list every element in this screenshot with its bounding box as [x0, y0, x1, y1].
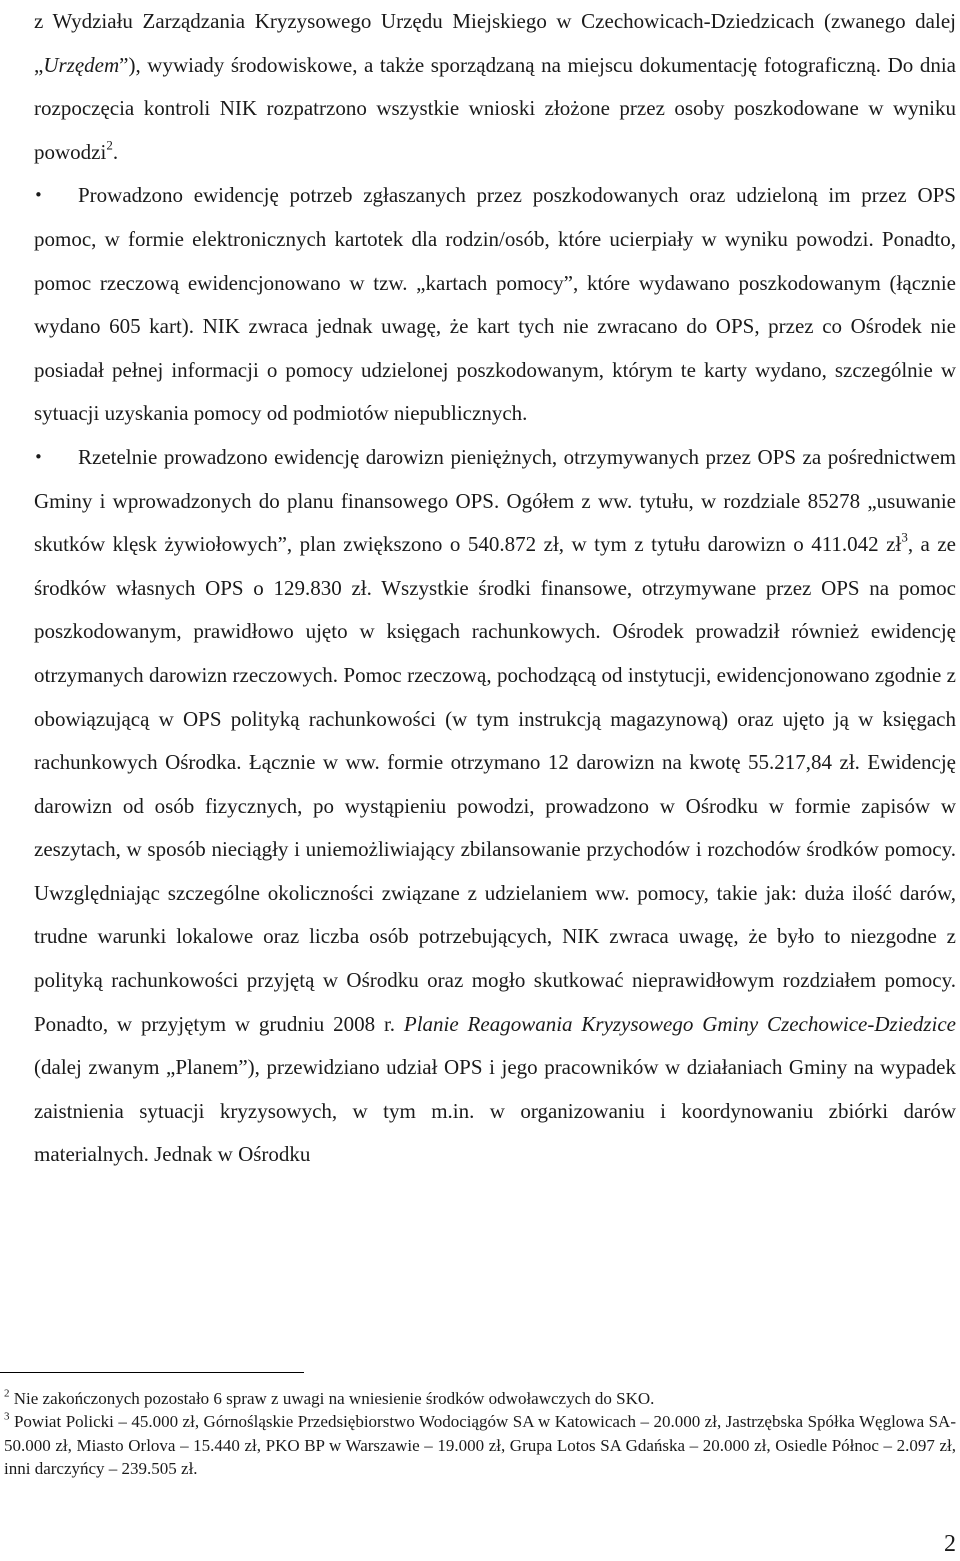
footnote-separator — [0, 1372, 304, 1373]
bullet-paragraph-records — [34, 174, 956, 436]
footnote-mark-2: 2 — [4, 1387, 10, 1400]
bullet-paragraph-donations — [34, 436, 956, 1177]
bullet-donations-text-a: Rzetelnie prowadzono ewidencję darowizn pieniężnych, otrzymywanych przez OPS za pośrednictwem Gminy i wprowadzonych do planu finansowego OPS. Ogółem z ww. tytułu, w rozdziale 85278 „usuwanie skutków klęsk żywiołowych”, plan zwiększono o 540.872 zł, w tym z tytułu darowizn o 411.042 zł — [34, 444, 956, 557]
footnote-3 — [4, 1410, 956, 1480]
intro-text-b: ”), wywiady środowiskowe, a także sporządzaną na miejscu dokumentację fotograficzną. Do dnia rozpoczęcia kontroli NIK rozpatrzono wszystkie wnioski złożone przez osoby poszkodowane w wyniku powodzi — [34, 52, 956, 164]
footnote-ref-3[interactable]: 3 — [901, 529, 908, 545]
body-text — [34, 0, 956, 1177]
intro-text-c: . — [112, 139, 119, 164]
footnote-ref-2[interactable]: 2 — [106, 137, 113, 153]
intro-text-a: z Wydziału Zarządzania Kryzysowego Urzędu Miejskiego w Czechowicach-Dziedzicach (zwanego dalej „ — [34, 9, 956, 77]
intro-italic-term: Urzędem — [43, 52, 120, 77]
footnote-3-text: Powiat Policki – 45.000 zł, Górnośląskie Przedsiębiorstwo Wodociągów SA w Katowicach – 20.000 zł, Jastrzębska Spółka Węglowa SA- 50.000 zł, Miasto Orlova – 15.440 zł, PKO BP w Warszawie – 19.000 zł, Grupa Lotos SA Gdańska – 20.000 zł, Osiedle Północ – 2.097 zł, inni darczyńcy – 239.505 zł. — [4, 1412, 956, 1478]
page-number: 2 — [944, 1531, 956, 1557]
plan-title-italic: Planie Reagowania Kryzysowego Gminy Czechowice-Dziedzice — [403, 1011, 956, 1036]
footnote-2 — [4, 1387, 956, 1410]
footnote-mark-3: 3 — [4, 1410, 10, 1423]
footnotes — [4, 1387, 956, 1480]
footnote-2-text: Nie zakończonych pozostało 6 spraw z uwagi na wniesienie środków odwoławczych do SKO. — [9, 1389, 655, 1408]
bullet-donations-text-c: (dalej zwanym „Planem”), przewidziano udział OPS i jego pracowników w działaniach Gminy na wypadek zaistnienia sytuacji kryzysowych, w tym m.in. w organizowaniu i koordynowaniu zbiórki darów materialnych. Jednak w Ośrodku — [34, 1055, 956, 1167]
bullet-donations-text-b: , a ze środków własnych OPS o 129.830 zł. Wszystkie środki finansowe, otrzymywane przez OPS na pomoc poszkodowanym, prawidłowo ujęto w księgach rachunkowych. Ośrodek prowadził również ewidencję otrzymanych darowizn rzeczowych. Pomoc rzeczową, pochodzącą od instytucji, ewidencjonowano zgodnie z obowiązującą w OPS polityką rachunkowości (w tym instrukcją magazynową) oraz ujęto ją w księgach rachunkowych Ośrodka. Łącznie w ww. formie otrzymano 12 darowizn na kwotę 55.217,84 zł. Ewidencję darowizn od osób fizycznych, po wystąpieniu powodzi, prowadzono w Ośrodku w formie zapisów w zeszytach, w sposób nieciągły i uniemożliwiający zbilansowanie przychodów i rozchodów środków pomocy. Uwzględniając szczególne okoliczności związane z udzielaniem ww. pomocy, takie jak: duża ilość darów, trudne warunki lokalowe oraz liczba osób potrzebujących, NIK zwraca uwagę, że było to niezgodne z polityką rachunkowości przyjętą w Ośrodku oraz mogło skutkować nieprawidłowym rozdziałem pomocy. Ponadto, w przyjętym w grudniu 2008 r. — [34, 532, 957, 1036]
intro-paragraph — [34, 0, 956, 174]
bullet-records-text: Prowadzono ewidencję potrzeb zgłaszanych przez poszkodowanych oraz udzieloną im przez OPS pomoc, w formie elektronicznych kartotek dla rodzin/osób, które ucierpiały w wyniku powodzi. Ponadto, pomoc rzeczową ewidencjonowano w tzw. „kartach pomocy”, które wydawano poszkodowanym (łącznie wydano 605 kart). NIK zwraca jednak uwagę, że kart tych nie zwracano do OPS, przez co Ośrodek nie posiadał pełnej informacji o pomocy udzielonej poszkodowanym, którym te karty wydano, szczególnie w sytuacji uzyskania pomocy od podmiotów niepublicznych. — [34, 183, 956, 426]
